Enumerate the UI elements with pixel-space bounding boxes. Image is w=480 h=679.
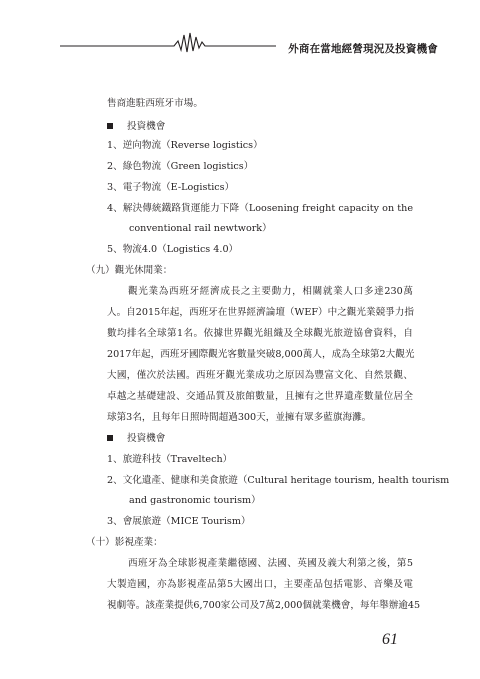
list-item: 1、旅遊科技（Traveltech） xyxy=(107,454,233,465)
paragraph-line: 大製造國，亦為影視產品第5大國出口，主要產品包括電影、音樂及電 xyxy=(107,579,413,590)
square-bullet-icon xyxy=(107,435,113,441)
section-heading: （十）影視產業： xyxy=(86,537,163,548)
square-bullet-icon xyxy=(107,123,113,129)
page-number: 61 xyxy=(382,631,398,648)
paragraph-line: 視劇等。該產業提供6,700家公司及7萬2,000個就業機會，每年舉辦逾45 xyxy=(107,600,421,611)
list-item-label: 投資機會 xyxy=(127,121,166,132)
text-line: 售商進駐西班牙市場。 xyxy=(107,98,203,109)
heartbeat-line-icon xyxy=(60,30,276,54)
running-header xyxy=(0,0,480,70)
list-item: 1、逆向物流（Reverse logistics） xyxy=(107,140,263,151)
paragraph-line: 西班牙為全球影視產業繼德國、法國、英國及義大利第之後，第5 xyxy=(128,558,413,569)
list-item-continuation: and gastronomic tourism） xyxy=(129,495,261,506)
list-item-continuation: conventional rail newtwork） xyxy=(129,223,272,234)
list-item xyxy=(107,121,165,133)
header-title: 外商在當地經營現況及投資機會 xyxy=(288,43,438,55)
paragraph-line: 卓越之基礎建設、交通品質及旅館數量，且擁有之世界遺產數量位居全 xyxy=(107,391,413,402)
list-item: 3、會展旅遊（MICE Tourism） xyxy=(107,516,251,527)
list-item: 2、文化遺產、健康和美食旅遊（Cultural heritage tourism, health tourism xyxy=(107,475,450,486)
list-item: 3、電子物流（E-Logistics） xyxy=(107,182,235,193)
list-item: 4、解決傳統鐵路貨運能力下降（Loosening freight capacity on the xyxy=(107,203,413,214)
section-heading: （九）觀光休閒業： xyxy=(86,265,173,276)
list-item-label: 投資機會 xyxy=(127,433,166,444)
paragraph-line: 觀光業為西班牙經濟成長之主要動力，相關就業人口多達230萬 xyxy=(128,286,413,297)
list-item xyxy=(107,433,165,445)
paragraph-line: 數均排名全球第1名。依據世界觀光組織及全球觀光旅遊協會資料，自 xyxy=(107,328,413,339)
paragraph-line: 球第3名，且每年日照時間超過300天，並擁有眾多藍旗海灘。 xyxy=(107,412,372,423)
paragraph-line: 人。自2015年起，西班牙在世界經濟論壇（WEF）中之觀光業競爭力指 xyxy=(107,307,414,318)
paragraph-line: 2017年起，西班牙國際觀光客數量突破8,000萬人，成為全球第2大觀光 xyxy=(107,349,415,360)
paragraph-line: 大國，僅次於法國。西班牙觀光業成功之原因為豐富文化、自然景觀、 xyxy=(107,370,413,381)
list-item: 5、物流4.0（Logistics 4.0） xyxy=(107,244,239,255)
list-item: 2、綠色物流（Green logistics） xyxy=(107,161,254,172)
